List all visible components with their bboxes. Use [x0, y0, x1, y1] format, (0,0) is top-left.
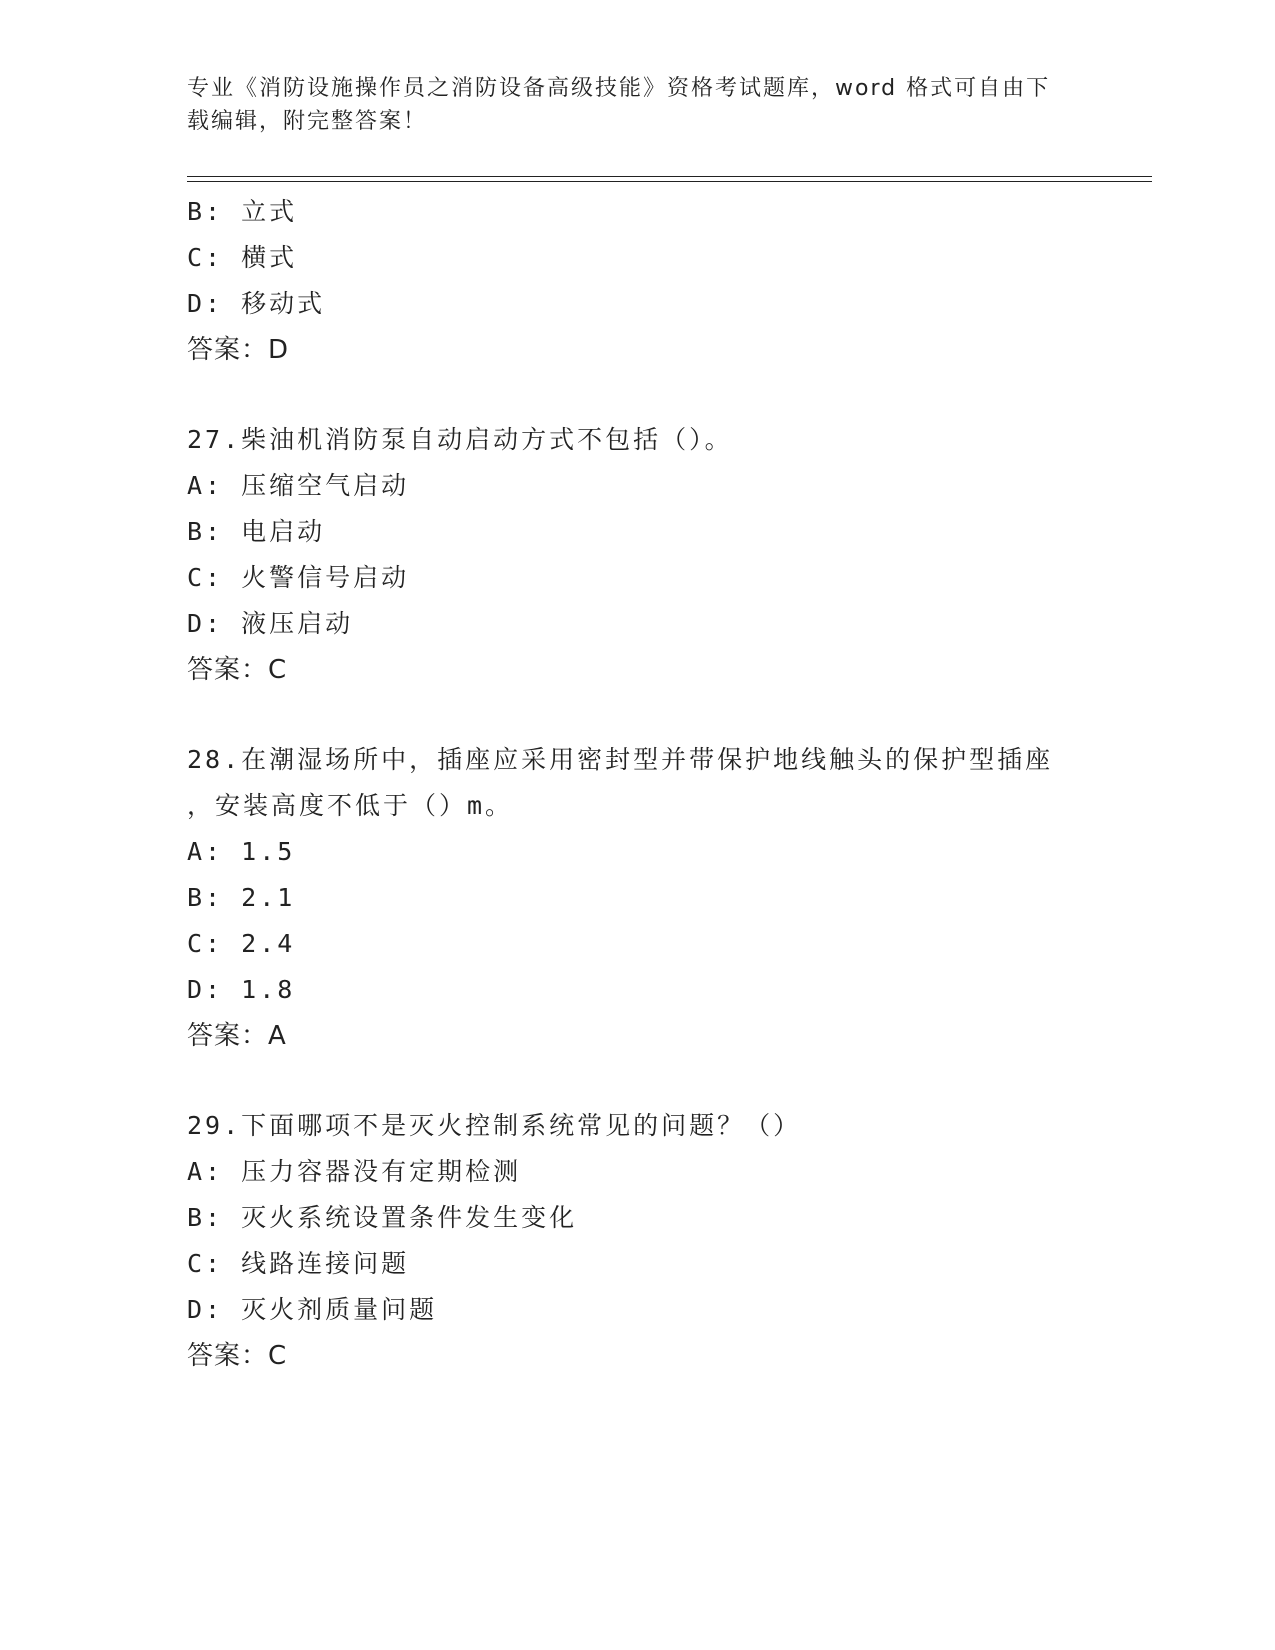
question-stem: 29.下面哪项不是灭火控制系统常见的问题？（） [187, 1111, 802, 1140]
header-line-2: 载编辑，附完整答案！ [187, 109, 428, 134]
answer-line: 答案：A [187, 1021, 287, 1051]
document-header [187, 72, 1067, 138]
question-stem-line-2: ，安装高度不低于（）m。 [187, 791, 514, 820]
option-b: B: 电启动 [187, 517, 326, 546]
option-c: C: 2.4 [187, 929, 296, 958]
spacer [187, 373, 1087, 417]
answer-line: 答案：C [187, 1341, 288, 1371]
option-d: D: 移动式 [187, 289, 326, 318]
option-c: C: 线路连接问题 [187, 1249, 410, 1278]
question-list [187, 189, 1087, 1379]
question-stem: 27.柴油机消防泵自动启动方式不包括（）。 [187, 425, 733, 454]
option-d: D: 1.8 [187, 975, 296, 1004]
option-b: B: 立式 [187, 197, 298, 226]
option-a: A: 压力容器没有定期检测 [187, 1157, 522, 1186]
option-d: D: 液压启动 [187, 609, 354, 638]
option-b: B: 2.1 [187, 883, 296, 912]
question-28 [187, 737, 1087, 1059]
option-d: D: 灭火剂质量问题 [187, 1295, 438, 1324]
question-29 [187, 1103, 1087, 1379]
header-line-1: 专业《消防设施操作员之消防设备高级技能》资格考试题库，word 格式可自由下 [187, 76, 1051, 101]
question-26 [187, 189, 1087, 373]
option-b: B: 灭火系统设置条件发生变化 [187, 1203, 578, 1232]
spacer [187, 693, 1087, 737]
spacer [187, 1059, 1087, 1103]
header-divider-bottom [187, 181, 1152, 182]
answer-line: 答案：D [187, 335, 290, 365]
option-c: C: 火警信号启动 [187, 563, 410, 592]
option-a: A: 1.5 [187, 837, 296, 866]
header-divider-top [187, 176, 1152, 177]
question-27 [187, 417, 1087, 693]
question-stem-line-1: 28.在潮湿场所中，插座应采用密封型并带保护地线触头的保护型插座 [187, 745, 1054, 774]
answer-line: 答案：C [187, 655, 288, 685]
option-a: A: 压缩空气启动 [187, 471, 410, 500]
option-c: C: 横式 [187, 243, 298, 272]
